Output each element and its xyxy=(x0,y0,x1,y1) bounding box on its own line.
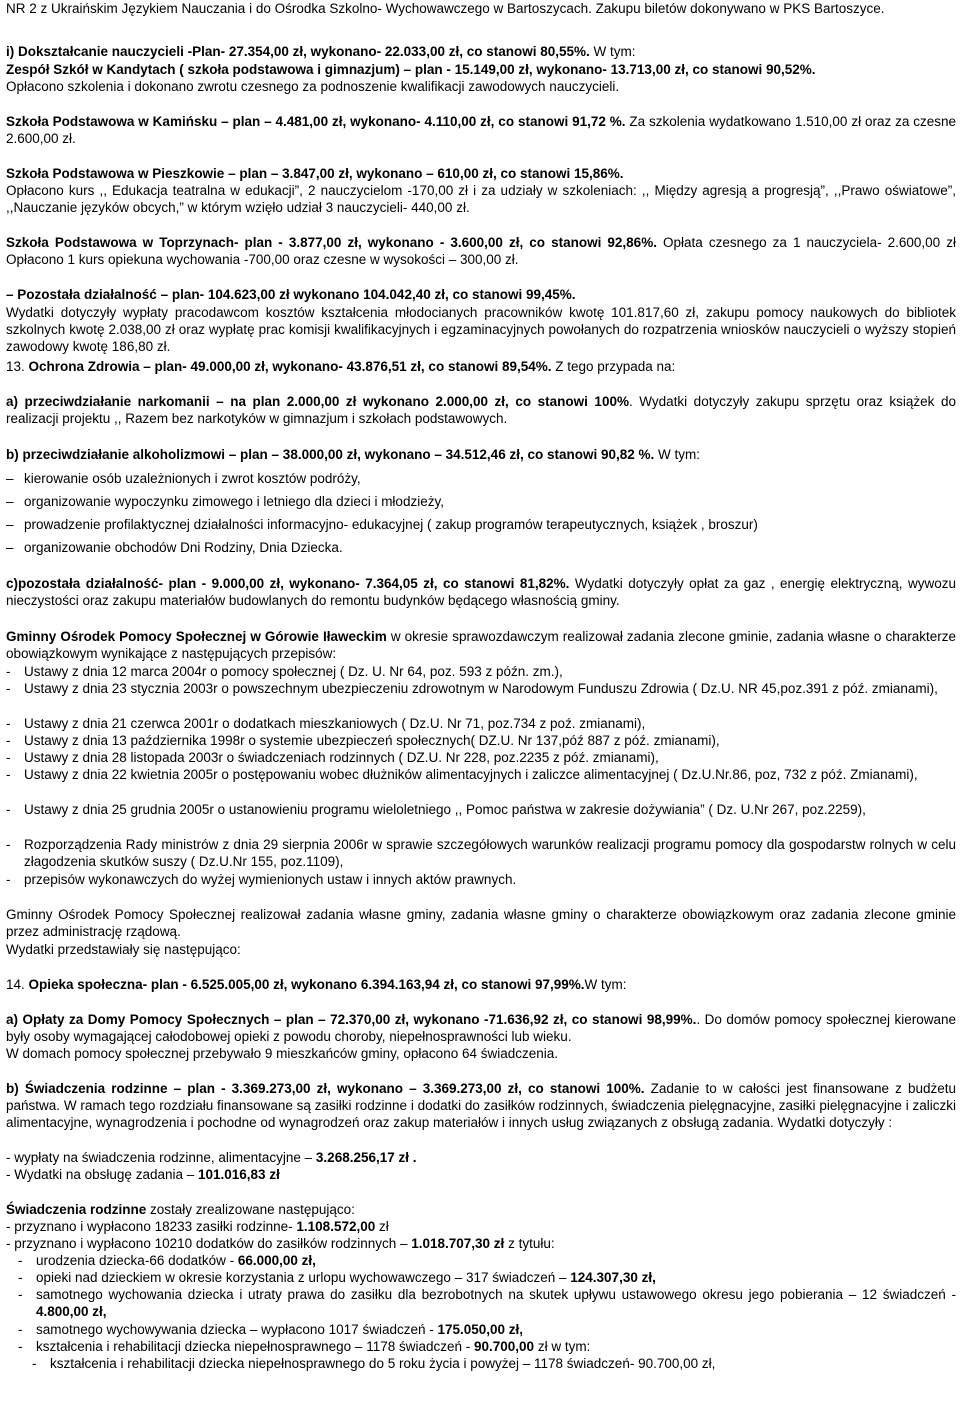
text: W tym: xyxy=(654,447,701,462)
list-item: - Ustawy z dnia 23 stycznia 2003r o powszechnym ubezpieczeniu zdrowotnym w Narodowym Funduszu Zdrowia ( Dz.U. NR 45,poz.391 z póź. zmianami), xyxy=(6,680,956,697)
list-item xyxy=(6,1235,956,1252)
list-item: - samotnego wychowywania dziecka – wypłacono 1017 świadczeń - 175.050,00 zł, xyxy=(18,1322,524,1337)
text: Szkoła Podstawowa w Pieszkowie xyxy=(6,166,225,181)
text: - przyznano i wypłacono 18233 zasiłki rodzinne- xyxy=(6,1219,297,1234)
text: b) przeciwdziałanie alkoholizmowi – plan – 38.000,00 zł, wykonano – 34.512,46 zł, co stanowi 90,82 %. xyxy=(6,447,655,462)
text: - plan - 9.000,00 zł, wykonano- 7.364,05 zł, co stanowi 81,82%. xyxy=(158,576,570,591)
text: 14. xyxy=(6,977,29,992)
text: W tym: xyxy=(589,44,636,59)
list-item: - Ustawy z dnia 28 listopada 2003r o świadczeniach rodzinnych ( DZ.U. Nr 228, poz.2235 z póź. zmianami), xyxy=(6,749,956,766)
text: 124.307,30 zł, xyxy=(570,1270,656,1285)
text: zł xyxy=(375,1219,389,1234)
text: Gminny Ośrodek Pomocy Społecznej w Górowie Iławeckim xyxy=(6,629,387,644)
text: 4.800,00 zł, xyxy=(36,1304,107,1319)
list-item xyxy=(6,1166,956,1183)
text: kształcenia i rehabilitacji dziecka niepełnosprawnego – 1178 świadczeń - xyxy=(36,1339,474,1354)
text: zostały zrealizowane następująco: xyxy=(146,1202,355,1217)
text: Ustawy z dnia 23 stycznia 2003r o powszechnym ubezpieczeniu zdrowotnym w Narodowym Funduszu Zdrowia ( Dz.U. NR 45,poz.391 z póź. zmianami), xyxy=(24,681,938,696)
text: Ustawy z dnia 22 kwietnia 2005r o postępowaniu wobec dłużników alimentacyjnych i zaliczce alimentacyjnej ( Dz.U.Nr.86, poz, 732 z póź. Zmianami), xyxy=(24,767,918,782)
text: Ustawy z dnia 25 grudnia 2005r o ustanowieniu programu wieloletniego ,, Pomoc państwa w zakresie dożywiania” ( Dz. U.Nr 267, poz.2259), xyxy=(24,802,866,817)
text: Szkoła Podstawowa w Toprzynach- xyxy=(6,235,239,250)
heading-social-care xyxy=(6,976,956,993)
list-item: - samotnego wychowania dziecka i utraty prawa do zasiłku dla bezrobotnych na skutek upływu ustawowego okresu jego pobierania – 12 świadczeń - 4.800,00 zł, xyxy=(18,1287,956,1319)
text: a) Opłaty za Domy Pomocy Społecznych xyxy=(6,1012,270,1027)
text: c)pozostała działalność xyxy=(6,576,159,591)
text: zł w tym: xyxy=(534,1339,591,1354)
text: prowadzenie profilaktycznej działalności informacyjno- edukacyjnej ( zakup programów terapeutycznych, książek , broszur) xyxy=(24,517,758,532)
text: – plan- 49.000,00 zł, wykonano- 43.876,51 zł, co stanowi 89,54%. xyxy=(139,359,552,374)
list-item: - Ustawy z dnia 22 kwietnia 2005r o postępowaniu wobec dłużników alimentacyjnych i zaliczce alimentacyjnej ( Dz.U.Nr.86, poz, 732 z póź. Zmianami), xyxy=(6,766,956,783)
text: 90.700,00 xyxy=(474,1339,535,1354)
text: – plan - 15.149,00 zł, wykonano- 13.713,00 zł, co stanowi 90,52%. xyxy=(399,62,816,77)
text: NR 2 z Ukraińskim Językiem Nauczania i do Ośrodka Szkolno- Wychowawczego w Bartoszycach. Zakupu biletów dokonywano w PKS Bartoszyce. xyxy=(6,1,885,16)
heading-other-activity xyxy=(6,286,956,303)
text: W domach pomocy społecznej przebywało 9 mieszkańców gminy, opłacono 64 świadczenia. xyxy=(6,1046,559,1061)
list-item: – kierowanie osób uzależnionych i zwrot kosztów podróży, xyxy=(6,470,956,487)
paragraph-care-homes-residents xyxy=(6,1045,956,1062)
paragraph-training-paid xyxy=(6,78,956,95)
list-item: - Ustawy z dnia 25 grudnia 2005r o ustanowieniu programu wieloletniego ,, Pomoc państwa w zakresie dożywiania” ( Dz. U.Nr 267, poz.2259), xyxy=(6,801,956,818)
paragraph-other-activity xyxy=(6,304,956,355)
text: z tytułu: xyxy=(504,1236,555,1251)
text: Ustawy z dnia 28 listopada 2003r o świadczeniach rodzinnych ( DZ.U. Nr 228, poz.2235 z póź. zmianami), xyxy=(24,750,659,765)
text: Opłacono kurs ,, Edukacja teatralna w edukacji”, 2 nauczycielom -170,00 zł i za udziały w szkoleniach: ,, Między agresją a progresją”, ,,Prawo oświatowe”, ,,Nauczanie języków obcych,” w którym wzięło udział 3 nauczycieli- 440,00 zł. xyxy=(6,183,956,215)
text: Opłacono szkolenia i dokonano zwrotu czesnego za podnoszenie kwalifikacji zawodowych nauczycieli. xyxy=(6,79,620,94)
list-item: - opieki nad dzieckiem w okresie korzystania z urlopu wychowawczego – 317 świadczeń – 124.307,30 zł, xyxy=(18,1270,656,1285)
heading-family-benefits-realized xyxy=(6,1201,956,1218)
list-item: – prowadzenie profilaktycznej działalności informacyjno- edukacyjnej ( zakup programów terapeutycznych, książek , broszur) xyxy=(6,516,956,533)
text: Szkoła Podstawowa w Kamińsku xyxy=(6,114,218,129)
text: 101.016,83 zł xyxy=(198,1167,280,1182)
text: samotnego wychowywania dziecka – wypłacono 1017 świadczeń - xyxy=(36,1322,438,1337)
paragraph-pieszkowo xyxy=(6,165,956,182)
text: Za szkolenia wydatkowano 1.510,00 zł oraz za czesne 2.600,00 zł. xyxy=(6,114,957,146)
text: organizowanie obchodów Dni Rodziny, Dnia Dziecka. xyxy=(24,540,343,555)
text: 3.268.256,17 zł . xyxy=(315,1150,417,1165)
text: Opieka społeczna- xyxy=(28,977,148,992)
text: Ustawy z dnia 12 marca 2004r o pomocy społecznej ( Dz. U. Nr 64, poz. 593 z późn. zm.), xyxy=(24,664,563,679)
text: - Wydatki na obsługę zadania – xyxy=(6,1167,198,1182)
text: - przyznano i wypłacono 10210 dodatków do zasiłków rodzinnych – xyxy=(6,1236,412,1251)
text: Opłata czesnego za 1 nauczyciela- 2.600,00 zł Opłacono 1 kurs opiekuna wychowania -700,00 oraz czesne w wysokości – 300,00 zł. xyxy=(6,235,956,267)
list-item: - Ustawy z dnia 21 czerwca 2001r o dodatkach mieszkaniowych ( Dz.U. Nr 71, poz.734 z poź. zmianami), xyxy=(6,715,956,732)
heading-teacher-training xyxy=(6,43,956,60)
text: 1.018.707,30 zł xyxy=(411,1236,505,1251)
paragraph-pieszkowo-courses xyxy=(6,182,956,216)
paragraph-kandyty xyxy=(6,61,956,78)
text: opieki nad dzieckiem w okresie korzystania z urlopu wychowawczego – 317 świadczeń – xyxy=(36,1270,571,1285)
text: kształcenia i rehabilitacji dziecka niepełnosprawnego do 5 roku życia i powyżej – 1178 świadczeń- 90.700,00 zł, xyxy=(50,1356,716,1371)
list-item: - Ustawy z dnia 13 października 1998r o systemie ubezpieczeń społecznych( DZ.U. Nr 137,póź 887 z póź. zmianami), xyxy=(6,732,956,749)
text: – plan – 3.847,00 zł, wykonano – 610,00 zł, co stanowi 15,86%. xyxy=(224,166,624,181)
list-item: - kształcenia i rehabilitacji dziecka niepełnosprawnego do 5 roku życia i powyżej – 1178 świadczeń- 90.700,00 zł, xyxy=(32,1355,956,1372)
paragraph-expenses-intro xyxy=(6,941,956,958)
text: plan - 3.877,00 zł, wykonano - 3.600,00 zł, co stanowi 92,86%. xyxy=(238,235,657,250)
text: przepisów wykonawczych do wyżej wymienionych ustaw i innych aktów prawnych. xyxy=(24,872,517,887)
text: 175.050,00 zł, xyxy=(437,1322,524,1337)
text: i) Dokształcanie nauczycieli - xyxy=(6,44,193,59)
paragraph-gops-intro xyxy=(6,628,956,662)
text: . Wydatki dotyczyły zakupu sprzętu oraz książek do realizacji projektu ,, Razem bez narkotyków w gimnazjum i szkołach podstawowych. xyxy=(6,394,956,426)
list-item: - Ustawy z dnia 12 marca 2004r o pomocy społecznej ( Dz. U. Nr 64, poz. 593 z późn. zm.), xyxy=(6,663,956,680)
text: 1.108.572,00 xyxy=(296,1219,376,1234)
heading-alcohol xyxy=(6,446,956,463)
list-item xyxy=(6,1218,956,1235)
text: – plan- 104.623,00 zł wykonano 104.042,40 zł, co stanowi 99,45%. xyxy=(156,287,576,302)
text: Z tego przypada na: xyxy=(551,359,676,374)
text: w okresie sprawozdawczym realizował zadania zlecone gminie, zadania własne o charakterze obowiązkowym wynikające z następujących przepisów: xyxy=(6,629,956,661)
text: b) Świadczenia rodzinne – xyxy=(6,1081,182,1096)
text: a) przeciwdziałanie narkomanii – na plan 2.000,00 zł wykonano 2.000,00 zł, co stanowi 100% xyxy=(6,394,629,409)
list-item: – organizowanie wypoczynku zimowego i letniego dla dzieci i młodzieży, xyxy=(6,493,956,510)
text: – plan – 4.481,00 zł, wykonano- 4.110,00 zł, co stanowi 91,72 %. xyxy=(217,114,626,129)
text: Ustawy z dnia 13 października 1998r o systemie ubezpieczeń społecznych( DZ.U. Nr 137,póź 887 z póź. zmianami), xyxy=(24,733,720,748)
text: Ochrona Zdrowia xyxy=(28,359,140,374)
text: organizowanie wypoczynku zimowego i letniego dla dzieci i młodzieży, xyxy=(24,494,444,509)
paragraph-care-homes xyxy=(6,1011,956,1045)
text: urodzenia dziecka-66 dodatków - xyxy=(36,1253,238,1268)
text: Zadanie to w całości jest finansowane z budżetu państwa. W ramach tego rozdziału finansowane są zasiłki rodzinne i dodatki do zasiłków rodzinnych, świadczenia pielęgnacyjne, zasiłki pielęgnacyjne i zaliczki alimentacyjne, wynagrodzenia i pochodne od wynagrodzeń oraz zakup materiałów i innych usług związanych z obsługą zadania. Wydatki dotyczyły : xyxy=(6,1081,956,1130)
list-item: - kształcenia i rehabilitacji dziecka niepełnosprawnego – 1178 świadczeń - 90.700,00 zł w tym: xyxy=(18,1339,591,1354)
list-item: - przepisów wykonawczych do wyżej wymienionych ustaw i innych aktów prawnych. xyxy=(6,871,956,888)
text: Plan- 27.354,00 zł, wykonano- 22.033,00 zł, co stanowi 80,55%. xyxy=(192,44,590,59)
paragraph-other-health xyxy=(6,575,956,609)
text: – Pozostała działalność xyxy=(6,287,157,302)
text: plan - 3.369.273,00 zł, wykonano – 3.369.273,00 zł, co stanowi 100%. xyxy=(181,1081,645,1096)
heading-health xyxy=(6,358,956,375)
paragraph-toprzyny xyxy=(6,234,956,268)
text: Ustawy z dnia 21 czerwca 2001r o dodatkach mieszkaniowych ( Dz.U. Nr 71, poz.734 z poź. zmianami), xyxy=(24,716,646,731)
text: plan - 6.525.005,00 zł, wykonano 6.394.163,94 zł, co stanowi 97,99%. xyxy=(147,977,585,992)
text: - wypłaty na świadczenia rodzinne, alimentacyjne – xyxy=(6,1150,316,1165)
list-item: – organizowanie obchodów Dni Rodziny, Dnia Dziecka. xyxy=(6,539,956,556)
list-item: - Rozporządzenia Rady ministrów z dnia 29 sierpnia 2006r w sprawie szczegółowych warunków realizacji programu pomocy dla gospodarstw rolnych w celu złagodzenia skutków suszy ( Dz.U.Nr 155, poz.1109), xyxy=(6,837,956,869)
list-item xyxy=(6,1149,956,1166)
text: Wydatki dotyczyły wypłaty pracodawcom kosztów kształcenia młodocianych pracowników kwotę 101.817,60 zł, zakupu pomocy naukowych do bibliotek szkolnych kwotę 2.038,00 zł oraz wypłatę prac komisji kwalifikacyjnych i egzaminacyjnych powołanych do rozpatrzenia wniosków nauczycieli o wyższy stopień zawodowy kwotę 186,80 zł. xyxy=(6,305,956,354)
text: Wydatki dotyczyły opłat za gaz , energię elektryczną, wywozu nieczystości oraz zakupu materiałów budowlanych do remontu budynków będącego własnością gminy. xyxy=(6,576,956,608)
text: Zespół Szkół w Kandytach ( szkoła podstawowa i gimnazjum) xyxy=(6,62,400,77)
text: Gminny Ośrodek Pomocy Społecznej realizował zadania własne gminy, zadania własne gminy o charakterze obowiązkowym oraz zadania zlecone gminie przez administrację rządową. xyxy=(6,907,956,939)
paragraph-school-transport xyxy=(6,0,956,17)
text: Świadczenia rodzinne xyxy=(6,1202,147,1217)
text: Rozporządzenia Rady ministrów z dnia 29 sierpnia 2006r w sprawie szczegółowych warunków realizacji programu pomocy dla gospodarstw rolnych w celu złagodzenia skutków suszy ( Dz.U.Nr 155, poz.1109), xyxy=(24,837,956,869)
text: samotnego wychowania dziecka i utraty prawa do zasiłku dla bezrobotnych na skutek upływu ustawowego okresu jego pobierania – 12 świadczeń - xyxy=(36,1287,956,1302)
list-item: - urodzenia dziecka-66 dodatków - 66.000,00 zł, xyxy=(18,1253,316,1268)
text: W tym: xyxy=(584,977,627,992)
paragraph-family-benefits xyxy=(6,1080,956,1131)
paragraph-gops-tasks xyxy=(6,906,956,940)
text: 66.000,00 zł, xyxy=(237,1253,316,1268)
text: Wydatki przedstawiały się następująco: xyxy=(6,942,241,957)
text: . Do domów pomocy społecznej kierowane były osoby wymagającej całodobowej opieki z powodu choroby, niepełnosprawności lub wieku. xyxy=(6,1012,957,1044)
paragraph-drugs xyxy=(6,393,956,427)
paragraph-kaminsk xyxy=(6,113,956,147)
text: 13. xyxy=(6,359,29,374)
text: kierowanie osób uzależnionych i zwrot kosztów podróży, xyxy=(24,471,361,486)
text: – plan – 72.370,00 zł, wykonano -71.636,92 zł, co stanowi 98,99%. xyxy=(269,1012,697,1027)
